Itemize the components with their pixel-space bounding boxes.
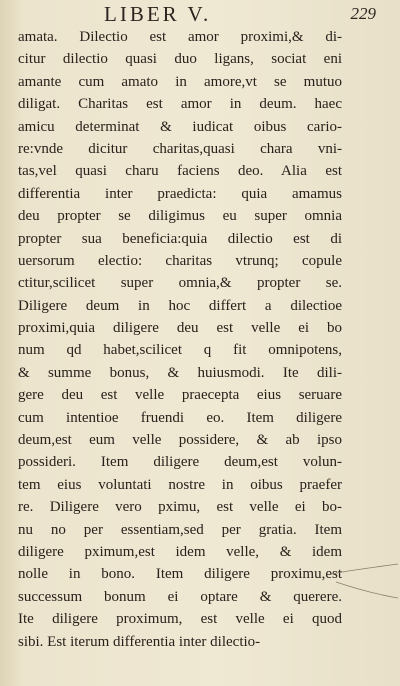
page-header [0,2,400,28]
text-line: nolle in bono. Item diligere proximu,est [18,566,342,583]
text-line: amata. Dilectio est amor proximi,& di- [18,29,342,45]
text-line: cum intentioe fruendi eo. Item diligere [18,409,342,426]
text-line: amante cum amato in amore,vt se mutuo [18,73,342,90]
body-text [18,26,342,653]
text-line: tas,vel quasi charu faciens deo. Alia est [18,163,342,180]
text-line: re:vnde dicitur charitas,quasi chara vni- [18,140,342,157]
text-line: citur dilectio quasi duo ligans, sociat eni [18,51,342,68]
text-line: possideri. Item diligere deum,est volun- [18,454,342,471]
text-line: gere deu est velle praecepta eius seruare [18,387,342,404]
text-line: differentia inter praedicta: quia amamus [18,185,342,202]
text-line: re. Diligere vero pximu, est velle ei bo- [18,499,342,516]
text-line: Diligere deum in hoc differt a dilectioe [18,297,342,314]
running-head: LIBER V. [104,2,212,26]
text-line: deum,est eum velle possidere, & ab ipso [18,432,342,449]
text-line: successum bonum ei optare & querere. [18,588,342,605]
text-line: & summe bonus, & huiusmodi. Ite dili- [18,364,342,381]
text-line: num qd habet,scilicet q fit omnipotens, [18,342,342,359]
margin-pen-stroke [330,560,400,600]
text-line: amicu determinat & iudicat oibus cario- [18,118,342,135]
text-line: nu no per essentiam,sed per gratia. Item [18,521,342,538]
text-line: uersorum electio: charitas vtrunq; copule [18,252,342,269]
text-line: propter sua beneficia:quia dilectio est di [18,230,342,247]
text-line: ctitur,scilicet super omnia,& propter se. [18,275,342,292]
text-line: proximi,quia diligere deu est velle ei bo [18,320,342,337]
page-number: 229 [350,4,376,23]
text-line: tem eius voluntati nostre in oibus praefer [18,476,342,493]
text-line: diligat. Charitas est amor in deum. haec [18,96,342,113]
text-line: diligere pximum,est idem velle, & idem [18,543,342,560]
text-line: deu propter se diligimus eu super omnia [18,208,342,225]
text-line: sibi. Est iterum differentia inter dilectio- [18,633,261,650]
text-line: Ite diligere proximum, est velle ei quod [18,611,342,628]
